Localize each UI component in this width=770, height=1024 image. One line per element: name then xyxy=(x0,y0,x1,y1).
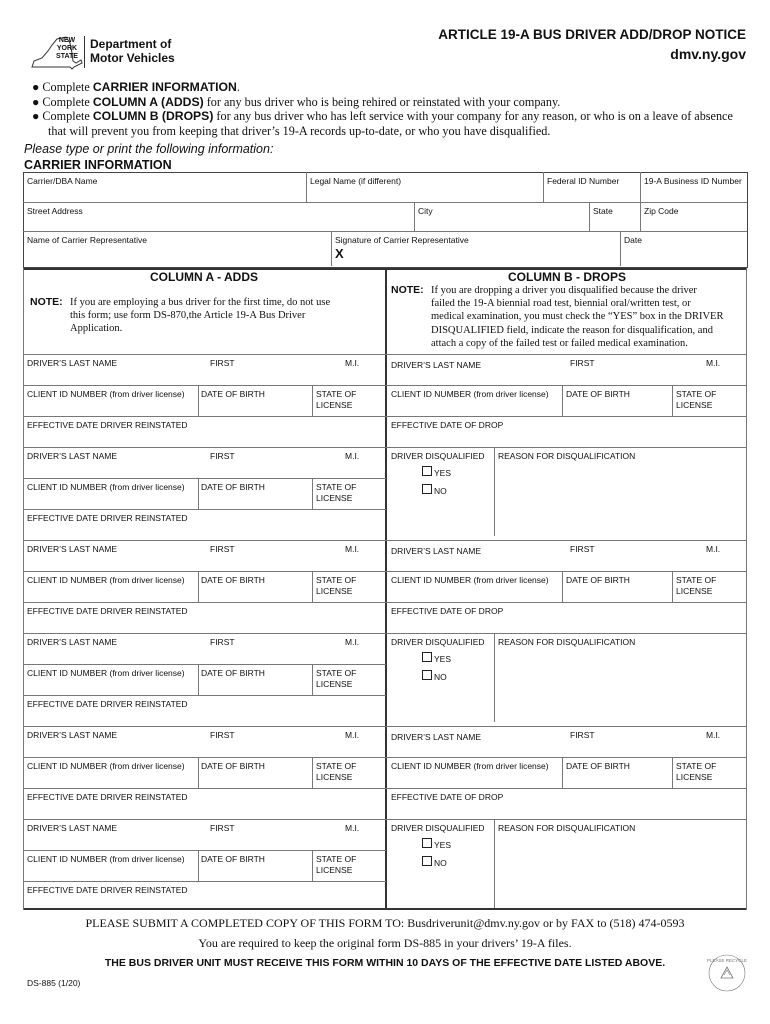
add-state-of-license-field[interactable]: STATE OF xyxy=(316,575,357,585)
carrier-rep-name-field[interactable]: Name of Carrier Representative xyxy=(27,235,147,245)
column-a-note: NOTE: If you are employing a bus driver for the first time, do not use this form; use form DS-870,the Article 19-A Bus Driver Application. xyxy=(30,296,331,334)
add-client-id-field[interactable]: CLIENT ID NUMBER (from driver license) xyxy=(27,761,185,771)
reason-for-disqualification-field[interactable]: REASON FOR DISQUALIFICATION xyxy=(498,451,636,461)
drop-driver-first-name-field[interactable]: FIRST xyxy=(570,544,595,554)
signature-mark: X xyxy=(335,246,344,261)
add-driver-first-name-field[interactable]: FIRST xyxy=(210,637,235,647)
deadline-note: THE BUS DRIVER UNIT MUST RECEIVE THIS FORM WITHIN 10 DAYS OF THE EFFECTIVE DATE LISTED ABOVE. xyxy=(104,957,666,969)
add-client-id-field[interactable]: CLIENT ID NUMBER (from driver license) xyxy=(27,389,185,399)
retention-note: You are required to keep the original form DS-885 in your drivers’ 19-A files. xyxy=(198,936,572,950)
drop-dob-field[interactable]: DATE OF BIRTH xyxy=(566,575,630,585)
add-client-id-field[interactable]: CLIENT ID NUMBER (from driver license) xyxy=(27,482,185,492)
add-state-of-license-label2: LICENSE xyxy=(316,679,353,689)
drop-dob-field[interactable]: DATE OF BIRTH xyxy=(566,389,630,399)
no-label: NO xyxy=(434,486,447,496)
drop-state-of-license-label2: LICENSE xyxy=(676,772,713,782)
drop-driver-mi-field[interactable]: M.I. xyxy=(706,730,721,740)
drop-driver-mi-field[interactable]: M.I. xyxy=(706,544,721,554)
drop-client-id-field[interactable]: CLIENT ID NUMBER (from driver license) xyxy=(391,575,549,585)
website-link[interactable]: dmv.ny.gov xyxy=(670,46,746,62)
add-driver-last-name-field[interactable]: DRIVER’S LAST NAME xyxy=(27,451,118,461)
add-driver-last-name-field[interactable]: DRIVER’S LAST NAME xyxy=(27,544,118,554)
add-effective-date-field[interactable]: EFFECTIVE DATE DRIVER REINSTATED xyxy=(27,885,188,895)
nys-dmv-logo xyxy=(26,33,176,73)
recycle-icon xyxy=(707,953,747,993)
legal-name-field[interactable]: Legal Name (if different) xyxy=(310,176,402,186)
add-driver-mi-field[interactable]: M.I. xyxy=(345,544,360,554)
reason-for-disqualification-field[interactable]: REASON FOR DISQUALIFICATION xyxy=(498,637,636,647)
agency-name-line1: Department of xyxy=(90,37,172,51)
add-state-of-license-field[interactable]: STATE OF xyxy=(316,854,357,864)
instruction-3: ● Complete COLUMN B (DROPS) for any bus driver who has left service with your company for any reason, or who is on a leave of absence xyxy=(32,109,733,123)
add-effective-date-field[interactable]: EFFECTIVE DATE DRIVER REINSTATED xyxy=(27,792,188,802)
add-state-of-license-label2: LICENSE xyxy=(316,586,353,596)
add-state-of-license-label2: LICENSE xyxy=(316,400,353,410)
add-dob-field[interactable]: DATE OF BIRTH xyxy=(201,482,265,492)
logo-text-new: NEW xyxy=(58,37,76,44)
instruction-1: ● Complete CARRIER INFORMATION. xyxy=(32,80,240,94)
column-a-heading: COLUMN A - ADDS xyxy=(150,270,258,284)
submit-instructions: PLEASE SUBMIT A COMPLETED COPY OF THIS FORM TO: Busdriverunit@dmv.ny.gov or by FAX to (518) 474-0593 xyxy=(85,916,685,930)
add-driver-last-name-field[interactable]: DRIVER’S LAST NAME xyxy=(27,637,118,647)
carrier-dba-field[interactable]: Carrier/DBA Name xyxy=(27,176,98,186)
add-driver-last-name-field[interactable]: DRIVER’S LAST NAME xyxy=(27,823,118,833)
add-client-id-field[interactable]: CLIENT ID NUMBER (from driver license) xyxy=(27,668,185,678)
drop-client-id-field[interactable]: CLIENT ID NUMBER (from driver license) xyxy=(391,389,549,399)
add-effective-date-field[interactable]: EFFECTIVE DATE DRIVER REINSTATED xyxy=(27,606,188,616)
carrier-heading: CARRIER INFORMATION xyxy=(24,158,172,172)
add-state-of-license-label2: LICENSE xyxy=(316,865,353,875)
instruction-2: ● Complete COLUMN A (ADDS) for any bus driver who is being rehired or reinstated with your company. xyxy=(32,94,561,109)
form-title: ARTICLE 19-A BUS DRIVER ADD/DROP NOTICE xyxy=(438,27,746,42)
drop-driver-mi-field[interactable]: M.I. xyxy=(706,358,721,368)
no-checkbox[interactable] xyxy=(422,484,432,494)
no-label: NO xyxy=(434,858,447,868)
state-field[interactable]: State xyxy=(593,206,613,216)
drop-effective-date-field[interactable]: EFFECTIVE DATE OF DROP xyxy=(391,792,504,802)
drop-driver-first-name-field[interactable]: FIRST xyxy=(570,730,595,740)
yes-checkbox[interactable] xyxy=(422,838,432,848)
add-effective-date-field[interactable]: EFFECTIVE DATE DRIVER REINSTATED xyxy=(27,699,188,709)
no-checkbox[interactable] xyxy=(422,856,432,866)
form-number: DS-885 (1/20) xyxy=(27,978,81,988)
drop-state-of-license-field[interactable]: STATE OF xyxy=(676,761,717,771)
add-driver-first-name-field[interactable]: FIRST xyxy=(210,358,235,368)
add-driver-mi-field[interactable]: M.I. xyxy=(345,451,360,461)
yes-checkbox[interactable] xyxy=(422,652,432,662)
add-driver-last-name-field[interactable]: DRIVER’S LAST NAME xyxy=(27,358,118,368)
drop-state-of-license-field[interactable]: STATE OF xyxy=(676,575,717,585)
drop-driver-last-name-field[interactable]: DRIVER’S LAST NAME xyxy=(391,360,482,370)
add-client-id-field[interactable]: CLIENT ID NUMBER (from driver license) xyxy=(27,575,185,585)
yes-label: YES xyxy=(434,654,452,664)
add-dob-field[interactable]: DATE OF BIRTH xyxy=(201,575,265,585)
federal-id-field[interactable]: Federal ID Number xyxy=(547,176,620,186)
add-state-of-license-label2: LICENSE xyxy=(316,493,353,503)
drop-effective-date-field[interactable]: EFFECTIVE DATE OF DROP xyxy=(391,606,504,616)
add-driver-mi-field[interactable]: M.I. xyxy=(345,637,360,647)
add-state-of-license-field[interactable]: STATE OF xyxy=(316,761,357,771)
driver-disqualified-label: DRIVER DISQUALIFIED xyxy=(391,451,485,461)
drop-state-of-license-field[interactable]: STATE OF xyxy=(676,389,717,399)
yes-label: YES xyxy=(434,468,452,478)
agency-name-line2: Motor Vehicles xyxy=(90,51,175,65)
drop-driver-first-name-field[interactable]: FIRST xyxy=(570,358,595,368)
date-field[interactable]: Date xyxy=(624,235,642,245)
street-address-field[interactable]: Street Address xyxy=(27,206,83,216)
add-state-of-license-label2: LICENSE xyxy=(316,772,353,782)
logo-text-york: YORK xyxy=(56,45,78,52)
add-dob-field[interactable]: DATE OF BIRTH xyxy=(201,761,265,771)
instructions xyxy=(32,80,762,138)
no-label: NO xyxy=(434,672,447,682)
recycle-text: PLEASE RECYCLE xyxy=(707,958,747,963)
add-client-id-field[interactable]: CLIENT ID NUMBER (from driver license) xyxy=(27,854,185,864)
drop-dob-field[interactable]: DATE OF BIRTH xyxy=(566,761,630,771)
add-driver-first-name-field[interactable]: FIRST xyxy=(210,730,235,740)
yes-label: YES xyxy=(434,840,452,850)
no-checkbox[interactable] xyxy=(422,670,432,680)
carrier-rep-signature-field[interactable]: Signature of Carrier Representative xyxy=(335,235,469,245)
print-note: Please type or print the following information: xyxy=(24,142,274,156)
add-driver-first-name-field[interactable]: FIRST xyxy=(210,544,235,554)
add-dob-field[interactable]: DATE OF BIRTH xyxy=(201,854,265,864)
drop-state-of-license-label2: LICENSE xyxy=(676,400,713,410)
add-state-of-license-field[interactable]: STATE OF xyxy=(316,482,357,492)
add-driver-mi-field[interactable]: M.I. xyxy=(345,730,360,740)
add-driver-last-name-field[interactable]: DRIVER’S LAST NAME xyxy=(27,730,118,740)
add-effective-date-field[interactable]: EFFECTIVE DATE DRIVER REINSTATED xyxy=(27,420,188,430)
add-effective-date-field[interactable]: EFFECTIVE DATE DRIVER REINSTATED xyxy=(27,513,188,523)
add-driver-first-name-field[interactable]: FIRST xyxy=(210,451,235,461)
drop-effective-date-field[interactable]: EFFECTIVE DATE OF DROP xyxy=(391,420,504,430)
zip-code-field[interactable]: Zip Code xyxy=(644,206,679,216)
add-driver-mi-field[interactable]: M.I. xyxy=(345,823,360,833)
drop-client-id-field[interactable]: CLIENT ID NUMBER (from driver license) xyxy=(391,761,549,771)
add-dob-field[interactable]: DATE OF BIRTH xyxy=(201,668,265,678)
column-b-heading: COLUMN B - DROPS xyxy=(508,270,626,284)
logo-text-state: STATE xyxy=(56,53,78,60)
yes-checkbox[interactable] xyxy=(422,466,432,476)
add-dob-field[interactable]: DATE OF BIRTH xyxy=(201,389,265,399)
drop-driver-last-name-field[interactable]: DRIVER’S LAST NAME xyxy=(391,732,482,742)
city-field[interactable]: City xyxy=(418,206,433,216)
add-state-of-license-field[interactable]: STATE OF xyxy=(316,389,357,399)
column-b-note: NOTE: If you are dropping a driver you disqualified because the driver failed the 19-A biennial road test, biennial oral/written test, or medical examination, you must check the “YES” box in the DRIVER DISQUALIFIED field, indicate the reason for disqualification, and attach a copy of the failed test or failed medical examination. xyxy=(391,284,724,349)
add-state-of-license-field[interactable]: STATE OF xyxy=(316,668,357,678)
business-id-field[interactable]: 19-A Business ID Number xyxy=(644,176,742,186)
instruction-3-line2: that will prevent you from keeping that driver’s 19-A records up-to-date, or who you have disqualified. xyxy=(48,123,551,138)
drop-state-of-license-label2: LICENSE xyxy=(676,586,713,596)
add-driver-mi-field[interactable]: M.I. xyxy=(345,358,360,368)
reason-for-disqualification-field[interactable]: REASON FOR DISQUALIFICATION xyxy=(498,823,636,833)
driver-disqualified-label: DRIVER DISQUALIFIED xyxy=(391,637,485,647)
driver-disqualified-label: DRIVER DISQUALIFIED xyxy=(391,823,485,833)
drop-driver-last-name-field[interactable]: DRIVER’S LAST NAME xyxy=(391,546,482,556)
add-driver-first-name-field[interactable]: FIRST xyxy=(210,823,235,833)
